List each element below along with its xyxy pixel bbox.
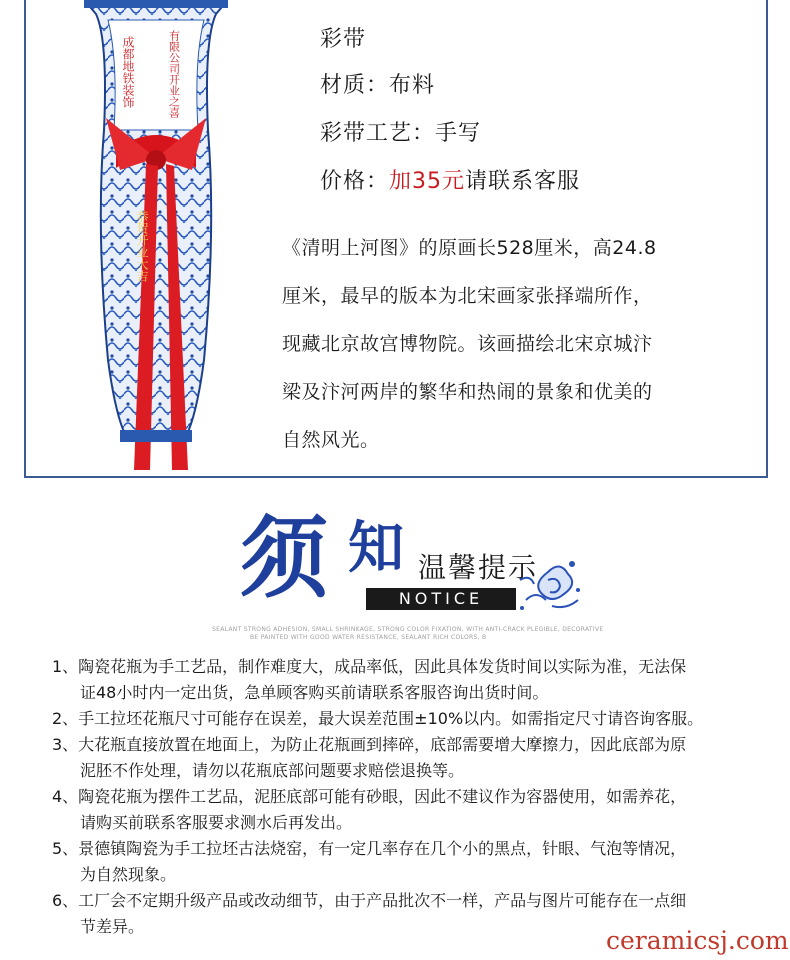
description <box>282 224 722 464</box>
vase-image <box>76 0 236 474</box>
notice-line: 2、手工拉坯花瓶尺寸可能存在误差，最大误差范围±10%以内。如需指定尺寸请咨询客服。 <box>52 709 704 728</box>
description-line: 厘米，最早的版本为北宋画家张择端所作， <box>282 285 653 307</box>
site-watermark: ceramicsj.com <box>606 926 789 955</box>
notice-big-char-1: 须 <box>240 506 329 610</box>
notice-subtitle-1: SEALANT STRONG ADHESION, SMALL SHRINKAGE, STRONG COLOR FIXATION, WITH ANTI-CRACK PLEGIBLE, DECORATIVE <box>212 626 604 633</box>
warm-tip-title: 温馨提示 <box>418 551 539 584</box>
description-line: 自然风光。 <box>282 429 380 451</box>
price-highlight: 加35元 <box>389 169 466 194</box>
description-line: 《清明上河图》的原画长528厘米，高24.8 <box>282 237 657 259</box>
notice-line: 5、景德镇陶瓷为手工拉坯古法烧窑，有一定几率存在几个小的黑点，针眼、气泡等情况， <box>52 839 687 858</box>
notice-big-char-2: 知 <box>348 515 404 581</box>
product-card <box>24 0 768 478</box>
notice-item <box>52 784 752 836</box>
vase-left-text: 成都地铁装饰 <box>121 36 135 108</box>
notice-list <box>52 654 752 940</box>
notice-header <box>212 506 604 641</box>
spec-material: 材质：布料 <box>320 73 436 98</box>
price-prefix: 价格： <box>320 169 390 194</box>
spec-price <box>320 164 580 195</box>
notice-line: 3、大花瓶直接放置在地面上，为防止花瓶画到摔碎，底部需要增大摩擦力，因此底部为原 <box>52 735 687 754</box>
spec-craft: 彩带工艺：手写 <box>320 121 482 146</box>
notice-item <box>52 836 752 888</box>
notice-line: 4、陶瓷花瓶为摆件工艺品，泥胚底部可能有砂眼，因此不建议作为容器使用，如需养花， <box>52 787 687 806</box>
notice-line: 泥胚不作处理，请勿以花瓶底部问题要求赔偿退换等。 <box>80 761 465 780</box>
price-suffix: 请联系客服 <box>465 169 581 194</box>
notice-label: NOTICE <box>366 588 516 610</box>
notice-subtitle-2: BE PAINTED WITH GOOD WATER RESISTANCE, SEALANT RICH COLORS, B <box>250 634 487 641</box>
description-line: 现藏北京故宫博物院。该画描绘北宋京城汴 <box>282 333 653 355</box>
notice-line: 为自然现象。 <box>80 865 177 884</box>
notice-item <box>52 732 752 784</box>
notice-line: 请购买前联系客服要求测水后再发出。 <box>80 813 353 832</box>
ribbon-text: 恭贺开业大吉 <box>135 210 149 282</box>
description-line: 梁及汴河两岸的繁华和热闹的景象和优美的 <box>282 381 653 403</box>
notice-line: 6、工厂会不定期升级产品或改动细节，由于产品批次不一样，产品与图片可能存在一点细 <box>52 891 687 910</box>
notice-line: 节差异。 <box>80 917 145 936</box>
vase-right-text: 有限公司开业之喜 <box>167 30 181 118</box>
spec-title: 彩带 <box>320 27 367 52</box>
flower-icon <box>512 550 584 622</box>
notice-line: 1、陶瓷花瓶为手工艺品，制作难度大，成品率低，因此具体发货时间以实际为准，无法保 <box>52 657 687 676</box>
notice-item <box>52 654 752 706</box>
notice-item <box>52 706 752 732</box>
notice-line: 证48小时内一定出货，急单顾客购买前请联系客服咨询出货时间。 <box>80 683 549 702</box>
